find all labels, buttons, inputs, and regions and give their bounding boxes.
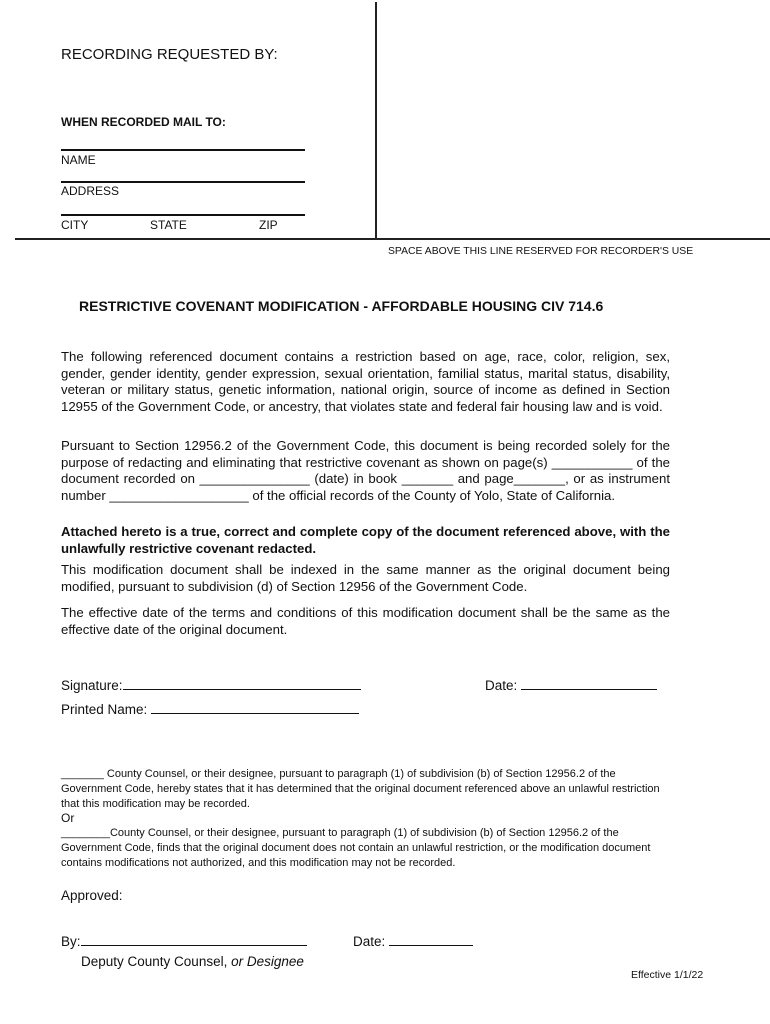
header-vertical-divider: [375, 2, 377, 238]
paragraph-recording-purpose: Pursuant to Section 12956.2 of the Government Code, this document is being recorded solely for the purpose of redacting and eliminating that restrictive covenant as shown on page(s) ___________ of the document recorded on _______________ (date) in book _______ and page_______, or as instrument number ___________________ of the official records of the County of Yolo, State of California.: [61, 438, 670, 503]
paragraph-attached-copy: Attached hereto is a true, correct and complete copy of the document referenced above, with the unlawfully restrictive covenant redacted.: [61, 524, 670, 556]
address-line: [61, 181, 305, 183]
designee-label: or Designee: [231, 954, 304, 969]
when-recorded-mail-to-label: WHEN RECORDED MAIL TO:: [61, 115, 226, 129]
signature-date-label: Date:: [485, 678, 518, 693]
approval-date-line: [389, 933, 473, 946]
zip-label: ZIP: [259, 218, 278, 232]
deputy-label: Deputy County Counsel,: [81, 954, 228, 969]
approval-date-field[interactable]: [353, 933, 473, 949]
recording-requested-by-label: RECORDING REQUESTED BY:: [61, 46, 278, 63]
signature-date-line: [521, 677, 657, 690]
counsel-option-approve: _______ County Counsel, or their designee, pursuant to paragraph (1) of subdivision (b) of Section 12956.2 of the Government Code, hereby states that it has determined that the original document referenced above an unlawful restriction that this modification may be recorded.: [61, 768, 660, 810]
by-label: By:: [61, 934, 81, 949]
recorder-space-divider: [15, 238, 770, 240]
paragraph-restriction-notice: The following referenced document contains a restriction based on age, race, color, religion, sex, gender, gender identity, gender expression, sexual orientation, familial status, marital status, disability, veteran or military status, genetic information, national origin, source of income as defined in Section 12955 of the Government Code, or ancestry, that violates state and federal fair housing law and is void.: [61, 349, 670, 414]
by-signature-line: [81, 933, 307, 946]
approval-date-label: Date:: [353, 934, 386, 949]
deputy-county-counsel-caption: [81, 954, 304, 969]
signature-line: [123, 677, 361, 690]
printed-name-line: [151, 701, 359, 714]
approved-label: Approved:: [61, 888, 123, 903]
signature-label: Signature:: [61, 678, 123, 693]
document-title: RESTRICTIVE COVENANT MODIFICATION - AFFORDABLE HOUSING CIV 714.6: [79, 298, 604, 314]
printed-name-field[interactable]: [61, 701, 359, 717]
paragraph-effective-date: The effective date of the terms and conditions of this modification document shall be the same as the effective date of the original document.: [61, 605, 670, 637]
recorder-use-note: SPACE ABOVE THIS LINE RESERVED FOR RECORDER'S USE: [388, 246, 694, 257]
city-state-zip-line: [61, 214, 305, 216]
approval-by-field[interactable]: [61, 933, 307, 949]
name-line: [61, 149, 305, 151]
counsel-or: Or: [61, 811, 75, 825]
effective-date-footer: Effective 1/1/22: [631, 969, 704, 981]
counsel-option-deny: ________County Counsel, or their designee, pursuant to paragraph (1) of subdivision (b) of Section 12956.2 of the Government Code, finds that the original document does not contain an unlawful restriction, or the modification document contains modifications not authorized, and this modification may not be recorded.: [61, 827, 651, 869]
address-label: ADDRESS: [61, 184, 120, 198]
signature-field[interactable]: [61, 677, 361, 693]
state-label: STATE: [150, 218, 187, 232]
paragraph-indexing: This modification document shall be indexed in the same manner as the original document being modified, pursuant to subdivision (d) of Section 12956 of the Government Code.: [61, 562, 670, 594]
city-label: CITY: [61, 218, 89, 232]
printed-name-label: Printed Name:: [61, 702, 148, 717]
name-label: NAME: [61, 153, 96, 167]
signature-date-field[interactable]: [485, 677, 657, 693]
